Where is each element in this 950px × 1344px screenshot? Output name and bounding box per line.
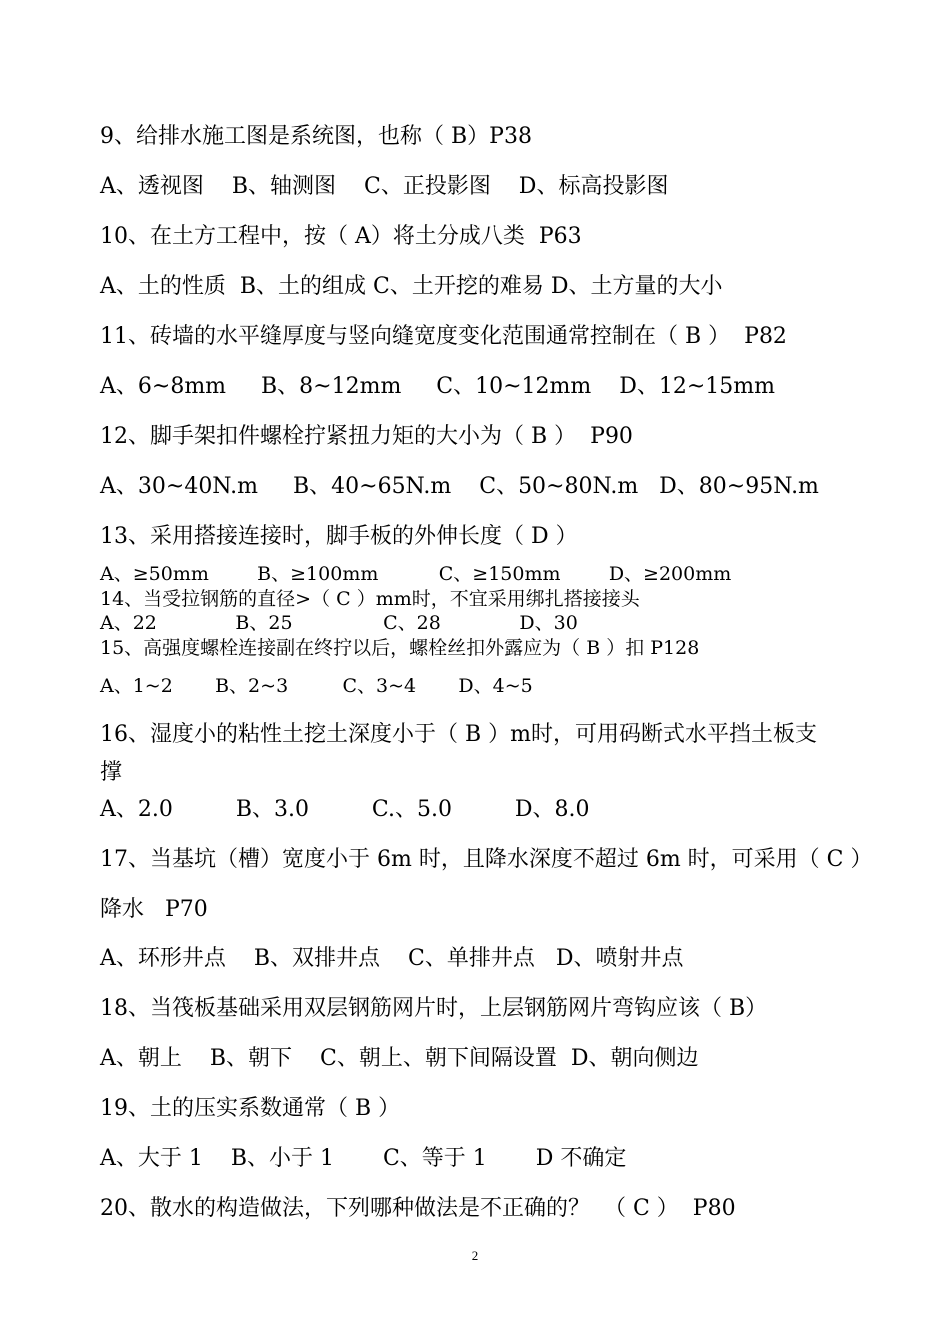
- options-19: A、大于 1 B、小于 1 C、等于 1 D 不确定: [100, 1146, 627, 1171]
- question-10: 10、在土方工程中，按（ A）将土分成八类 P63: [100, 224, 582, 249]
- question-9: 9、给排水施工图是系统图，也称（ B）P38: [100, 124, 532, 149]
- question-17-cont: 降水 P70: [100, 897, 208, 922]
- question-16-cont: 撑: [100, 760, 123, 785]
- page-number: 2: [471, 1248, 479, 1263]
- options-12: A、30~40N.m B、40~65N.m C、50~80N.m D、80~95N.m: [100, 474, 819, 499]
- question-12: 12、脚手架扣件螺栓拧紧扭力矩的大小为（ B ） P90: [100, 424, 633, 449]
- options-15: A、1~2 B、2~3 C、3~4 D、4~5: [100, 675, 533, 697]
- options-13: A、≥50mm B、≥100mm C、≥150mm D、≥200mm: [100, 563, 732, 585]
- options-14: A、22 B、25 C、28 D、30: [100, 612, 578, 634]
- question-16: 16、湿度小的粘性土挖土深度小于（ B ）m时，可用码断式水平挡土板支: [100, 722, 818, 747]
- question-15: 15、高强度螺栓连接副在终拧以后，螺栓丝扣外露应为（ B ）扣 P128: [100, 637, 700, 659]
- question-13: 13、采用搭接连接时，脚手板的外伸长度（ D ）: [100, 524, 578, 549]
- options-9: A、透视图 B、轴测图 C、正投影图 D、标高投影图: [100, 174, 669, 199]
- question-17: 17、当基坑（槽）宽度小于 6m 时，且降水深度不超过 6m 时，可采用（ C ）: [100, 847, 873, 872]
- question-11: 11、砖墙的水平缝厚度与竖向缝宽度变化范围通常控制在（ B ） P82: [100, 324, 787, 349]
- options-10: A、土的性质 B、土的组成 C、土开挖的难易 D、土方量的大小: [100, 274, 723, 299]
- question-19: 19、土的压实系数通常（ B ）: [100, 1096, 401, 1121]
- question-14: 14、当受拉钢筋的直径>（ C ）mm时，不宜采用绑扎搭接接头: [100, 588, 640, 610]
- options-18: A、朝上 B、朝下 C、朝上、朝下间隔设置 D、朝向侧边: [100, 1046, 699, 1071]
- question-18: 18、当筏板基础采用双层钢筋网片时，上层钢筋网片弯钩应该（ B）: [100, 996, 768, 1021]
- options-11: A、6~8mm B、8~12mm C、10~12mm D、12~15mm: [100, 374, 776, 399]
- question-20: 20、散水的构造做法，下列哪种做法是不正确的？ （ C ） P80: [100, 1196, 736, 1221]
- options-17: A、环形井点 B、双排井点 C、单排井点 D、喷射井点: [100, 946, 684, 971]
- options-16: A、2.0 B、3.0 C.、5.0 D、8.0: [100, 797, 590, 822]
